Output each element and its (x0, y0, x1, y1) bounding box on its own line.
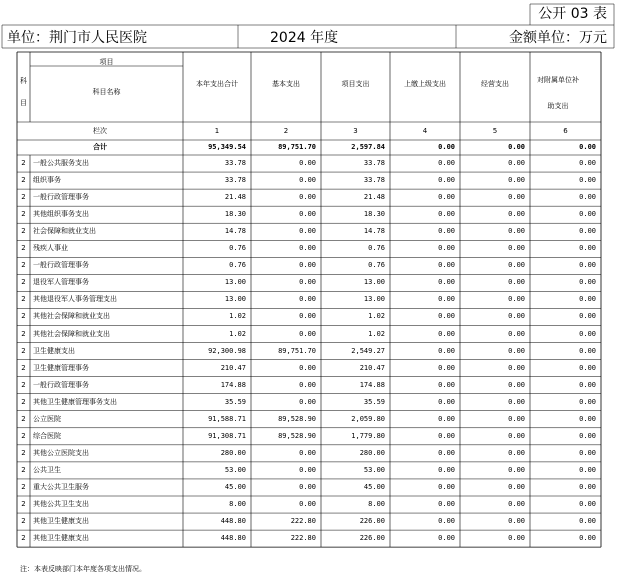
row-cell: 1.02 (368, 312, 385, 321)
header-col-business: 经营支出 (481, 80, 509, 88)
total-row-cell: 89,751.70 (278, 143, 316, 151)
row-code: 2 (21, 210, 26, 219)
row-cell: 0.00 (299, 363, 316, 372)
row-cell: 0.00 (438, 346, 455, 355)
row-cell: 0.00 (299, 465, 316, 474)
row-cell: 0.00 (579, 482, 596, 491)
row-cell: 92,300.98 (208, 346, 246, 355)
row-name: 公立医院 (33, 414, 61, 423)
row-cell: 280.00 (220, 448, 246, 457)
row-code: 2 (21, 295, 26, 304)
row-cell: 0.00 (508, 278, 525, 287)
row-cell: 0.00 (508, 534, 525, 543)
row-index-cell: 5 (492, 127, 498, 135)
row-cell: 0.00 (579, 278, 596, 287)
total-row-cell: 95,349.54 (208, 143, 246, 151)
row-cell: 18.30 (363, 210, 385, 219)
row-cell: 0.00 (579, 500, 596, 508)
row-cell: 0.00 (579, 329, 596, 338)
row-code: 2 (21, 329, 26, 338)
row-cell: 0.00 (438, 465, 455, 474)
row-cell: 0.00 (508, 210, 525, 219)
row-cell: 0.00 (299, 329, 316, 338)
row-cell: 0.00 (508, 244, 525, 253)
currency-label: 金额单位：万元 (509, 30, 607, 46)
row-cell: 0.00 (508, 465, 525, 474)
row-name: 一般行政管理事务 (33, 193, 89, 202)
row-cell: 0.00 (508, 397, 525, 406)
row-cell: 0.00 (508, 159, 525, 167)
total-row-cell: 0.00 (508, 143, 525, 151)
row-cell: 222.80 (290, 517, 316, 526)
row-cell: 0.00 (579, 380, 596, 389)
row-code: 2 (21, 244, 26, 253)
row-name: 残疾人事业 (33, 244, 68, 253)
row-cell: 8.00 (229, 500, 246, 508)
row-cell: 0.76 (229, 261, 246, 270)
row-name: 公共卫生 (33, 465, 61, 474)
row-code: 2 (21, 431, 26, 440)
row-cell: 0.00 (438, 363, 455, 372)
row-cell: 0.00 (508, 346, 525, 355)
header-subject-short: 科目 (20, 77, 27, 107)
total-row-cell: 0.00 (438, 143, 455, 151)
row-cell: 222.80 (290, 534, 316, 543)
row-cell: 0.00 (579, 227, 596, 236)
header-col-total: 本年支出合计 (196, 80, 238, 88)
row-cell: 0.00 (579, 261, 596, 270)
row-cell: 0.00 (438, 482, 455, 491)
row-cell: 0.00 (579, 431, 596, 440)
row-cell: 0.00 (579, 244, 596, 253)
header-item: 项目 (99, 58, 114, 66)
total-row-cell: 0.00 (579, 143, 596, 151)
row-cell: 0.00 (579, 534, 596, 543)
row-cell: 0.00 (508, 261, 525, 270)
row-code: 2 (21, 397, 26, 406)
row-code: 2 (21, 465, 26, 474)
row-cell: 2,549.27 (351, 346, 385, 355)
row-cell: 0.00 (579, 312, 596, 321)
row-cell: 0.00 (299, 312, 316, 321)
row-name: 一般行政管理事务 (33, 380, 89, 389)
row-code: 2 (21, 363, 26, 372)
row-cell: 174.88 (359, 380, 385, 389)
row-cell: 0.00 (438, 176, 455, 185)
row-cell: 0.00 (579, 346, 596, 355)
row-cell: 0.00 (438, 244, 455, 253)
row-cell: 0.00 (438, 517, 455, 526)
row-cell: 0.00 (438, 193, 455, 202)
row-cell: 0.00 (299, 176, 316, 185)
row-cell: 280.00 (359, 448, 385, 457)
row-cell: 0.00 (508, 329, 525, 338)
row-cell: 1.02 (229, 312, 246, 321)
row-cell: 0.00 (438, 380, 455, 389)
row-cell: 1,779.80 (351, 431, 385, 440)
table-note: 注：本表反映部门本年度各项支出情况。 (20, 565, 146, 573)
row-cell: 0.00 (438, 534, 455, 543)
row-cell: 0.00 (438, 329, 455, 338)
row-name: 社会保障和就业支出 (33, 227, 96, 236)
row-cell: 89,528.90 (278, 414, 316, 423)
row-cell: 0.00 (299, 227, 316, 236)
header-subject-name: 科目名称 (92, 88, 121, 96)
row-cell: 0.00 (579, 448, 596, 457)
row-cell: 14.78 (363, 227, 385, 236)
row-cell: 0.76 (368, 261, 385, 270)
row-cell: 0.00 (508, 414, 525, 423)
row-cell: 0.00 (299, 448, 316, 457)
row-cell: 0.00 (299, 261, 316, 270)
row-name: 其他退役军人事务管理支出 (33, 295, 117, 304)
row-cell: 33.78 (224, 159, 246, 167)
row-cell: 1.02 (368, 329, 385, 338)
row-cell: 89,528.90 (278, 431, 316, 440)
row-cell: 0.00 (508, 312, 525, 321)
row-cell: 0.00 (299, 244, 316, 253)
row-index-cell: 6 (563, 127, 568, 135)
row-cell: 0.00 (508, 295, 525, 304)
row-index-cell: 1 (214, 127, 220, 135)
row-code: 2 (21, 193, 26, 202)
row-index-cell: 2 (283, 127, 289, 135)
row-cell: 53.00 (224, 465, 246, 474)
row-index-cell: 3 (353, 127, 358, 135)
row-cell: 448.80 (220, 534, 246, 543)
row-cell: 0.00 (508, 227, 525, 236)
row-code: 2 (21, 534, 26, 543)
row-cell: 14.78 (224, 227, 246, 236)
row-cell: 0.00 (508, 363, 525, 372)
row-cell: 0.76 (368, 244, 385, 253)
row-cell: 0.00 (299, 482, 316, 491)
row-cell: 0.00 (579, 363, 596, 372)
row-code: 2 (21, 482, 26, 491)
row-cell: 0.00 (438, 431, 455, 440)
row-cell: 0.00 (579, 193, 596, 202)
row-cell: 0.00 (508, 517, 525, 526)
row-name: 其他卫生健康支出 (33, 534, 89, 543)
row-code: 2 (21, 500, 26, 508)
row-name: 一般公共服务支出 (33, 159, 89, 167)
row-name: 其他卫生健康支出 (33, 517, 89, 526)
row-code: 2 (21, 414, 26, 423)
row-cell: 21.48 (224, 193, 246, 202)
row-cell: 0.00 (579, 295, 596, 304)
row-cell: 0.00 (508, 500, 525, 508)
row-cell: 0.00 (438, 448, 455, 457)
row-name: 综合医院 (33, 431, 61, 440)
row-cell: 0.00 (579, 159, 596, 167)
row-cell: 0.00 (299, 278, 316, 287)
row-cell: 8.00 (368, 500, 385, 508)
row-cell: 0.00 (299, 159, 316, 167)
row-index-cell: 4 (422, 127, 428, 135)
row-cell: 210.47 (220, 363, 246, 372)
row-cell: 0.00 (438, 397, 455, 406)
row-cell: 0.00 (438, 278, 455, 287)
unit-label: 单位：荆门市人民医院 (7, 30, 147, 46)
row-cell: 0.00 (579, 397, 596, 406)
form-number: 公开 03 表 (538, 6, 607, 22)
row-code: 2 (21, 159, 26, 167)
row-cell: 91,308.71 (208, 431, 246, 440)
header-col-project: 项目支出 (341, 80, 370, 88)
row-cell: 0.00 (299, 380, 316, 389)
row-name: 其他社会保障和就业支出 (33, 329, 110, 338)
row-cell: 0.00 (508, 380, 525, 389)
row-cell: 0.00 (579, 210, 596, 219)
row-cell: 0.00 (438, 312, 455, 321)
row-cell: 2,059.80 (351, 414, 385, 423)
row-cell: 0.00 (508, 448, 525, 457)
row-cell: 0.00 (299, 210, 316, 219)
row-cell: 89,751.70 (278, 346, 316, 355)
row-cell: 226.00 (359, 517, 385, 526)
row-cell: 0.00 (438, 414, 455, 423)
row-cell: 33.78 (363, 176, 385, 185)
row-code: 2 (21, 380, 26, 389)
row-code: 2 (21, 227, 26, 236)
row-cell: 13.00 (224, 295, 246, 304)
row-code: 2 (21, 261, 26, 270)
row-code: 2 (21, 176, 26, 185)
row-name: 其他组织事务支出 (33, 210, 89, 219)
row-cell: 0.00 (438, 295, 455, 304)
row-cell: 0.76 (229, 244, 246, 253)
row-name: 退役军人管理事务 (33, 278, 89, 287)
row-cell: 0.00 (579, 465, 596, 474)
row-cell: 0.00 (508, 193, 525, 202)
row-cell: 0.00 (579, 176, 596, 185)
row-cell: 1.02 (229, 329, 246, 338)
row-name: 重大公共卫生服务 (33, 482, 89, 491)
row-cell: 0.00 (438, 210, 455, 219)
row-cell: 0.00 (579, 414, 596, 423)
row-cell: 91,588.71 (208, 414, 246, 423)
row-cell: 0.00 (438, 227, 455, 236)
row-cell: 33.78 (363, 159, 385, 167)
row-cell: 0.00 (438, 500, 455, 508)
row-cell: 174.88 (220, 380, 246, 389)
row-code: 2 (21, 278, 26, 287)
row-cell: 13.00 (363, 295, 385, 304)
row-cell: 13.00 (363, 278, 385, 287)
row-cell: 0.00 (438, 261, 455, 270)
row-cell: 45.00 (224, 482, 246, 491)
row-code: 2 (21, 312, 26, 321)
row-name: 卫生健康管理事务 (33, 363, 89, 372)
row-cell: 35.59 (363, 397, 385, 406)
total-row-label: 合计 (93, 143, 107, 151)
row-cell: 0.00 (299, 500, 316, 508)
row-name: 其他卫生健康管理事务支出 (33, 397, 117, 406)
row-cell: 21.48 (363, 193, 385, 202)
row-code: 2 (21, 517, 26, 526)
header-col-upper: 上缴上级支出 (404, 80, 446, 88)
row-name: 组织事务 (33, 176, 61, 185)
row-cell: 45.00 (363, 482, 385, 491)
row-cell: 0.00 (438, 159, 455, 167)
row-index-label: 栏次 (93, 127, 107, 135)
row-cell: 13.00 (224, 278, 246, 287)
row-cell: 0.00 (299, 193, 316, 202)
row-cell: 210.47 (359, 363, 385, 372)
row-code: 2 (21, 448, 26, 457)
row-code: 2 (21, 346, 26, 355)
row-cell: 448.80 (220, 517, 246, 526)
row-name: 一般行政管理事务 (33, 261, 89, 270)
row-cell: 35.59 (224, 397, 246, 406)
row-cell: 33.78 (224, 176, 246, 185)
row-cell: 53.00 (363, 465, 385, 474)
row-cell: 0.00 (508, 482, 525, 491)
row-cell: 0.00 (579, 517, 596, 526)
row-name: 其他社会保障和就业支出 (33, 312, 110, 321)
row-name: 其他公立医院支出 (33, 448, 89, 457)
row-cell: 0.00 (299, 397, 316, 406)
row-name: 其他公共卫生支出 (33, 500, 89, 508)
row-cell: 226.00 (359, 534, 385, 543)
row-cell: 0.00 (508, 176, 525, 185)
header-col-subsidy: 对附属单位补助支出 (537, 76, 579, 110)
year-label: 2024 年度 (270, 30, 339, 46)
total-row-cell: 2,597.84 (351, 143, 385, 151)
row-cell: 18.30 (224, 210, 246, 219)
row-name: 卫生健康支出 (33, 346, 75, 355)
row-cell: 0.00 (299, 295, 316, 304)
row-cell: 0.00 (508, 431, 525, 440)
header-col-basic: 基本支出 (272, 80, 300, 88)
